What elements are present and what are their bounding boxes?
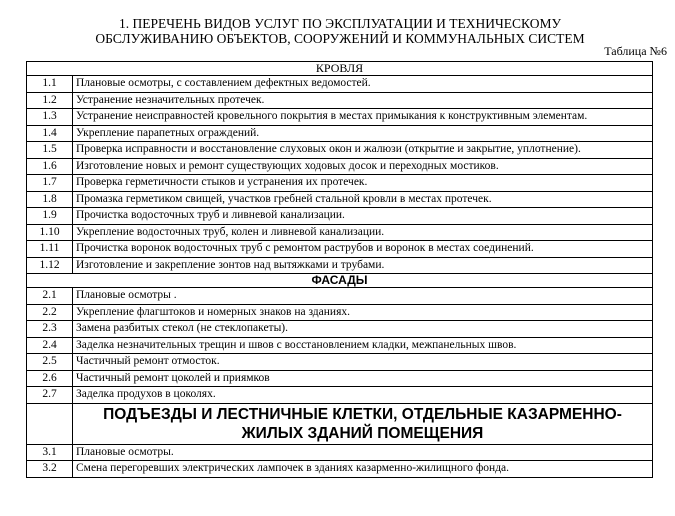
item-text: Плановые осмотры, с составлением дефектных ведомостей. [73,76,653,93]
item-text: Прочистка воронок водосточных труб с ремонтом раструбов и воронок в местах соединений. [73,241,653,258]
item-number: 1.3 [27,109,73,126]
item-text: Заделка продухов в цоколях. [73,387,653,404]
item-number: 3.2 [27,461,73,478]
table-row [27,387,653,404]
section-heading-spacer [27,403,73,444]
section-heading: КРОВЛЯ [27,62,653,76]
table-row [27,191,653,208]
table-row [27,337,653,354]
item-number: 1.10 [27,224,73,241]
table-label: Таблица №6 [604,44,667,58]
item-number: 1.1 [27,76,73,93]
section-heading: ФАСАДЫ [27,274,653,288]
table-row [27,257,653,274]
item-text: Плановые осмотры . [73,288,653,305]
table-row [27,158,653,175]
table-row [27,354,653,371]
item-text: Укрепление парапетных ограждений. [73,125,653,142]
item-number: 1.6 [27,158,73,175]
table-row [27,444,653,461]
section-heading-roof [27,62,653,76]
item-number: 2.1 [27,288,73,305]
item-text: Проверка герметичности стыков и устранения их протечек. [73,175,653,192]
item-number: 1.4 [27,125,73,142]
item-number: 2.2 [27,304,73,321]
item-text: Изготовление и закрепление зонтов над вытяжками и трубами. [73,257,653,274]
table-row [27,208,653,225]
table-row [27,76,653,93]
item-number: 2.4 [27,337,73,354]
item-text: Промазка герметиком свищей, участков гребней стальной кровли в местах протечек. [73,191,653,208]
item-number: 1.5 [27,142,73,159]
table-row [27,241,653,258]
item-number: 2.3 [27,321,73,338]
item-number: 3.1 [27,444,73,461]
table-row [27,304,653,321]
item-text: Устранение неисправностей кровельного покрытия в местах примыкания к конструктивным элементам. [73,109,653,126]
item-text: Изготовление новых и ремонт существующих ходовых досок и переходных мостиков. [73,158,653,175]
item-text: Замена разбитых стекол (не стеклопакеты). [73,321,653,338]
item-text: Смена перегоревших электрических лампочек в зданиях казарменно-жилищного фонда. [73,461,653,478]
table-row [27,321,653,338]
table-row [27,288,653,305]
table-row [27,175,653,192]
item-text: Частичный ремонт отмосток. [73,354,653,371]
table-row [27,109,653,126]
table-row [27,370,653,387]
item-number: 1.2 [27,92,73,109]
table-row [27,92,653,109]
item-text: Плановые осмотры. [73,444,653,461]
item-number: 1.12 [27,257,73,274]
item-text: Проверка исправности и восстановление слуховых окон и жалюзи (открытие и закрытие, уплотнение). [73,142,653,159]
item-text: Заделка незначительных трещин и швов с восстановлением кладки, межпанельных швов. [73,337,653,354]
section-heading: ПОДЪЕЗДЫ И ЛЕСТНИЧНЫЕ КЛЕТКИ, ОТДЕЛЬНЫЕ КАЗАРМЕННО-ЖИЛЫХ ЗДАНИЙ ПОМЕЩЕНИЯ [73,403,653,444]
item-number: 1.11 [27,241,73,258]
item-number: 1.8 [27,191,73,208]
section-heading-facades [27,274,653,288]
item-text: Устранение незначительных протечек. [73,92,653,109]
item-text: Укрепление водосточных труб, колен и ливневой канализации. [73,224,653,241]
item-number: 2.7 [27,387,73,404]
item-number: 1.9 [27,208,73,225]
table-row [27,142,653,159]
item-number: 2.5 [27,354,73,371]
item-text: Частичный ремонт цоколей и приямков [73,370,653,387]
section-heading-entrances [27,403,653,444]
table-row [27,125,653,142]
item-text: Прочистка водосточных труб и ливневой канализации. [73,208,653,225]
table-row [27,461,653,478]
services-table [26,61,653,478]
table-row [27,224,653,241]
title-line-1: 1. ПЕРЕЧЕНЬ ВИДОВ УСЛУГ ПО ЭКСПЛУАТАЦИИ И ТЕХНИЧЕСКОМУ [118,16,562,31]
document-title [40,16,640,46]
item-text: Укрепление флагштоков и номерных знаков на зданиях. [73,304,653,321]
item-number: 2.6 [27,370,73,387]
item-number: 1.7 [27,175,73,192]
title-line-2: ОБСЛУЖИВАНИЮ ОБЪЕКТОВ, СООРУЖЕНИЙ И КОММУНАЛЬНЫХ СИСТЕМ [95,31,585,46]
